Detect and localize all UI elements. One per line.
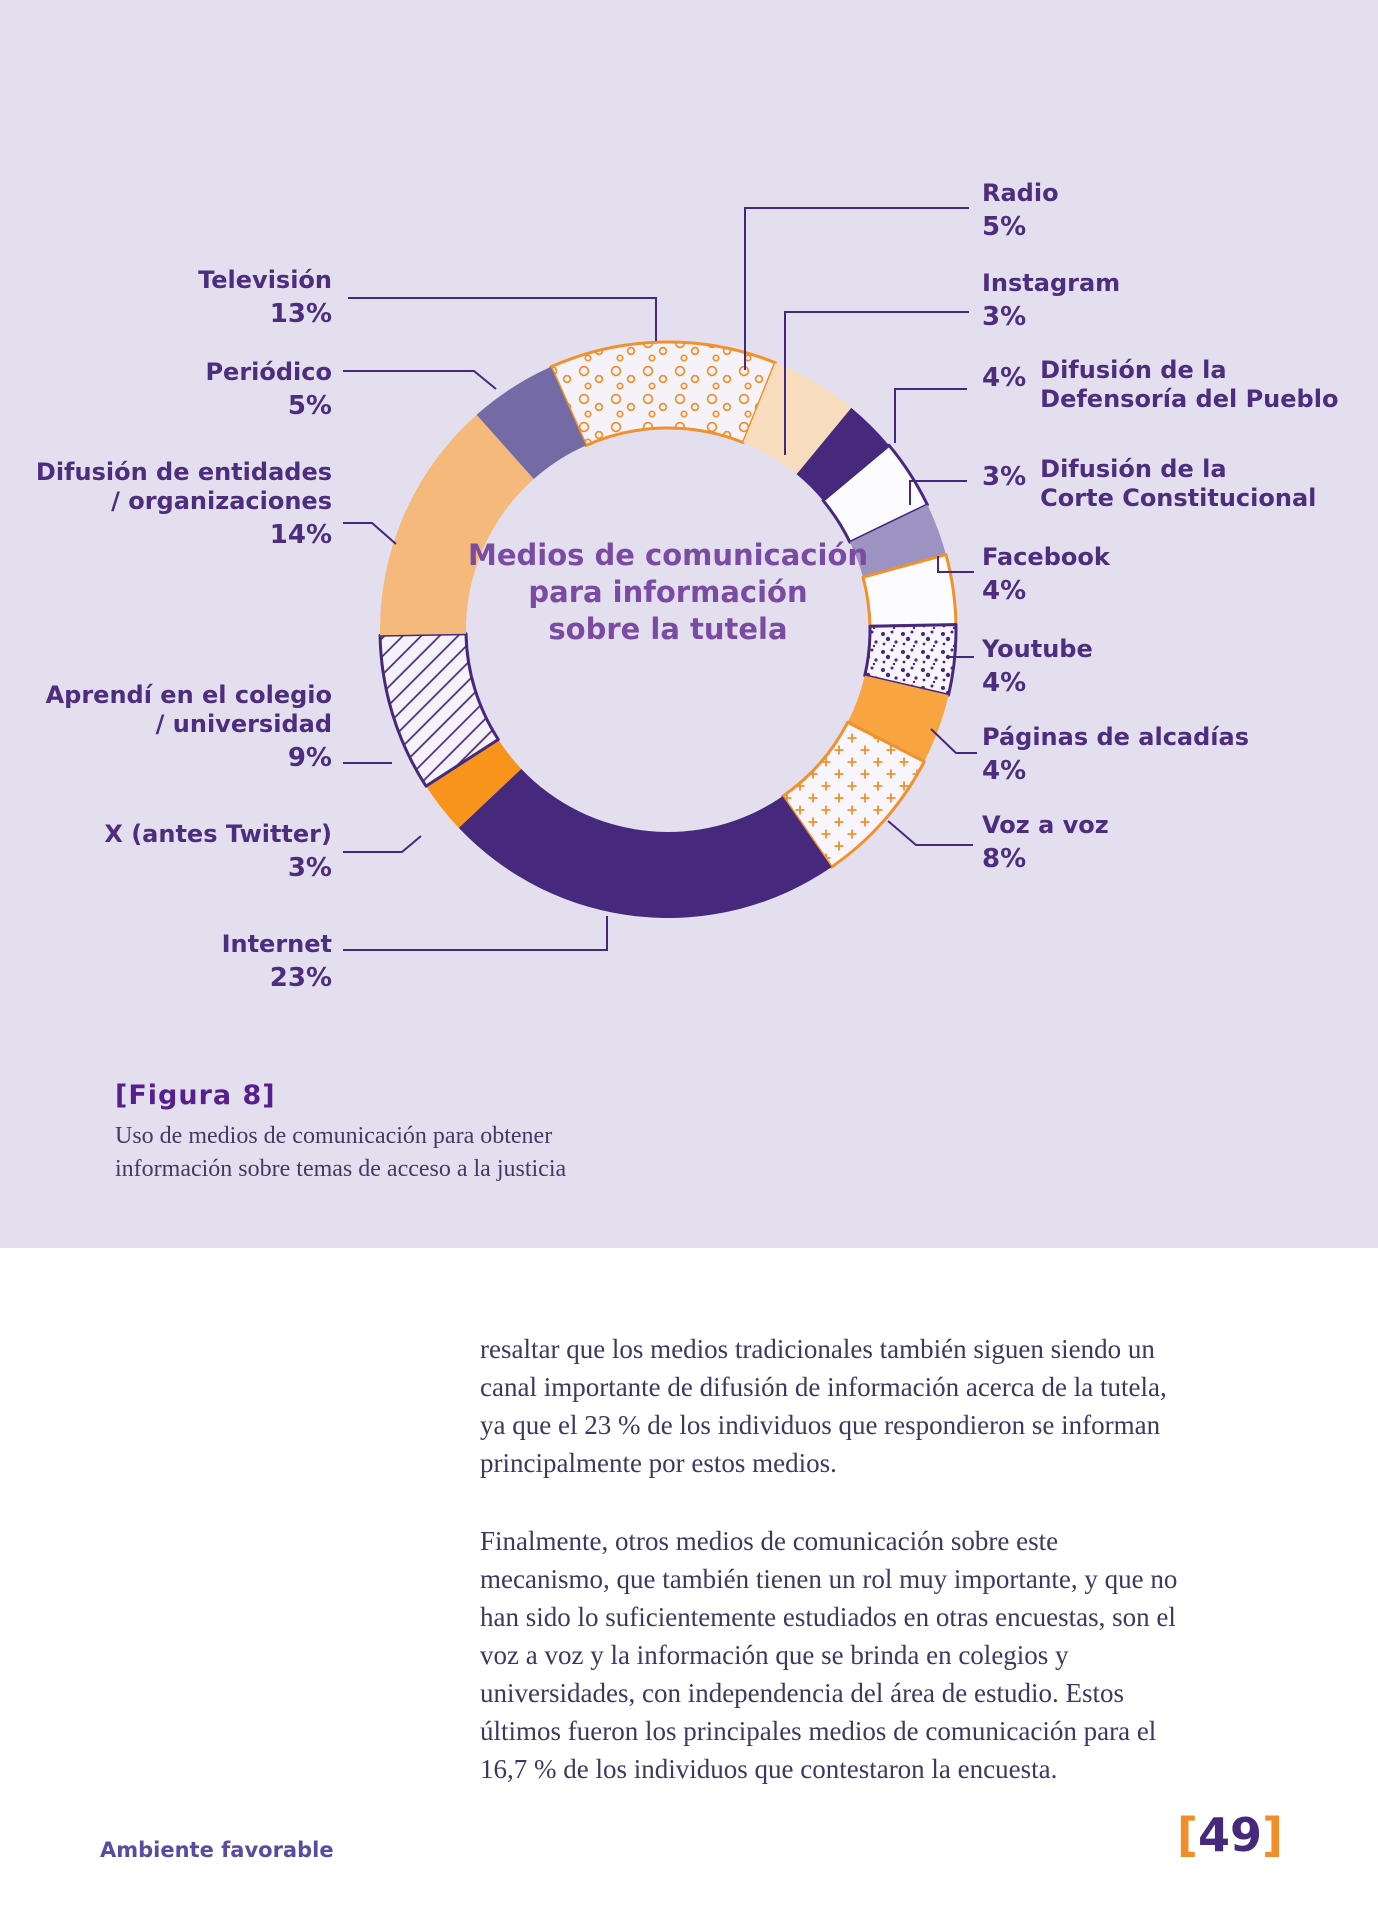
page-number-bracket: ] (1261, 1808, 1283, 1862)
label-text: Defensoría del Pueblo (1040, 385, 1339, 413)
segment-label-instagram (982, 269, 1120, 332)
label-text: Periódico (205, 358, 332, 386)
footer-section-label: Ambiente favorable (100, 1838, 334, 1862)
label-pct: 4% (982, 576, 1027, 606)
label-pct: 3% (287, 853, 332, 883)
label-text: Voz a voz (982, 811, 1109, 839)
label-pct: 5% (982, 212, 1027, 242)
label-pct: 13% (269, 299, 332, 329)
page-number-value: 49 (1197, 1808, 1262, 1862)
figure-caption-block (115, 1080, 566, 1186)
center-title-line: sobre la tutela (548, 612, 788, 646)
leader-line-paginas (931, 729, 977, 753)
segment-label-x-twitter (104, 820, 332, 883)
body-text (480, 1330, 1180, 1828)
label-pct: 3% (982, 462, 1027, 492)
leader-line-x-twitter (343, 836, 421, 852)
paragraph: Finalmente, otros medios de comunicación sobre este mecanismo, que también tienen un rol muy importante, y que no han sido lo suficientemente estudiados en otras encuestas, son el voz a voz y la información que se brinda en colegios y universidades, con independencia del área de estudio. Estos últimos fueron los principales medios de comunicación para el 16,7 % de los individuos que contestaron la encuesta. (480, 1526, 1178, 1784)
label-text: X (antes Twitter) (104, 820, 332, 848)
label-text: Difusión de entidades (35, 458, 332, 486)
donut-center-title (443, 537, 893, 648)
label-text: Aprendí en el colegio (45, 681, 332, 709)
label-pct: 23% (269, 963, 332, 993)
label-text: Internet (221, 930, 332, 958)
figure-caption-line: información sobre temas de acceso a la justicia (115, 1156, 567, 1182)
segment-label-facebook (982, 543, 1110, 606)
figure-tag: [Figura 8] (115, 1080, 276, 1111)
label-text: Televisión (198, 266, 332, 294)
center-title-line: para información (528, 575, 808, 609)
paragraph: resaltar que los medios tradicionales también siguen siendo un canal importante de difusión de información acerca de la tutela, ya que el 23 % de los individuos que respondieron se informan principalmente por estos medios. (480, 1334, 1167, 1478)
segment-label-voz (982, 811, 1109, 874)
leader-line-television (348, 298, 656, 341)
leader-line-entidades (343, 523, 396, 544)
label-text: Difusión de la (1040, 356, 1227, 384)
label-pct: 14% (269, 520, 332, 550)
label-text: Difusión de la (1040, 455, 1227, 483)
page-number-bracket: [ (1176, 1808, 1198, 1862)
segment-label-radio (982, 179, 1059, 242)
label-text-group (1040, 455, 1316, 513)
page-number (1177, 1808, 1283, 1862)
label-pct: 3% (982, 302, 1027, 332)
label-pct: 4% (982, 363, 1027, 393)
label-pct: 4% (982, 668, 1027, 698)
label-text-group (1040, 356, 1338, 414)
segment-label-periodico (205, 358, 332, 421)
segment-label-entidades (36, 458, 332, 550)
label-text: / organizaciones (111, 487, 332, 515)
segment-label-paginas (982, 723, 1249, 786)
leader-line-internet (343, 916, 607, 950)
segment-label-aprendi (46, 681, 332, 773)
label-text: / universidad (155, 710, 332, 738)
label-text: Radio (982, 179, 1059, 207)
segment-label-defensoria (982, 356, 1338, 414)
segment-label-television (198, 266, 332, 329)
segment-label-youtube (982, 635, 1093, 698)
donut-segment-television (551, 342, 775, 445)
leader-line-periodico (343, 371, 496, 389)
label-pct: 5% (287, 391, 332, 421)
label-text: Youtube (982, 635, 1093, 663)
label-pct: 4% (982, 756, 1027, 786)
donut-segment-internet (459, 769, 832, 918)
segment-label-corte (982, 455, 1316, 513)
center-title-line: Medios de comunicación (467, 538, 869, 572)
label-text: Instagram (982, 269, 1121, 297)
leader-line-defensoria (895, 389, 967, 443)
label-text: Páginas de alcadías (982, 723, 1250, 751)
figure-caption-line: Uso de medios de comunicación para obtener (115, 1123, 553, 1149)
leader-line-voz (888, 821, 973, 845)
segment-label-internet (222, 930, 332, 993)
label-text: Facebook (982, 543, 1110, 571)
leader-line-radio (745, 208, 969, 370)
label-pct: 8% (982, 844, 1027, 874)
label-pct: 9% (287, 743, 332, 773)
label-text: Corte Constitucional (1040, 484, 1317, 512)
